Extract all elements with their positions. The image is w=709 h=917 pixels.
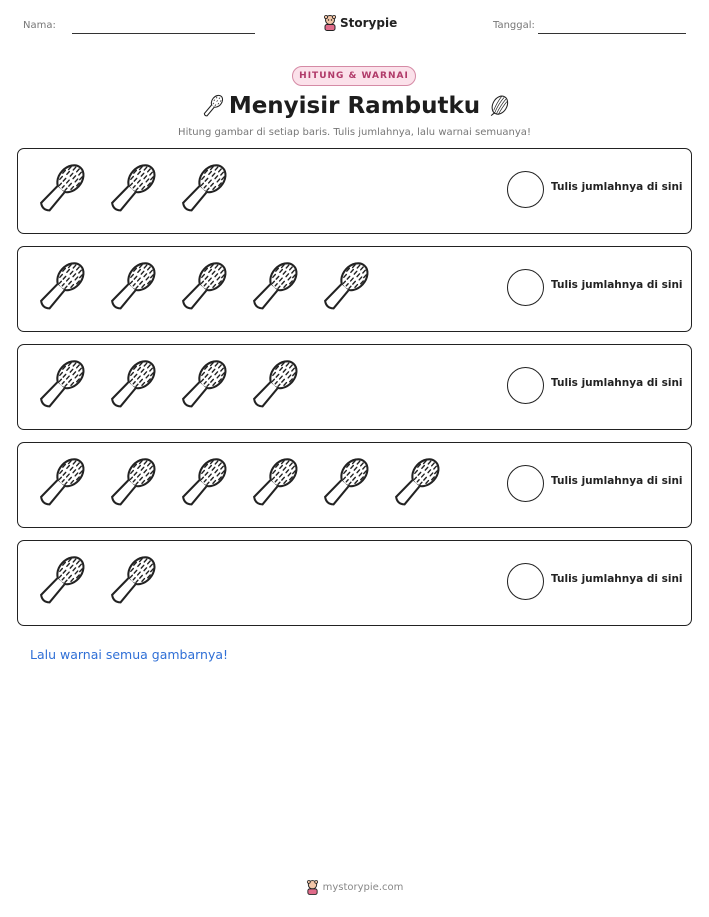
- hairbrush-icon[interactable]: [243, 257, 305, 317]
- answer-circle[interactable]: [507, 171, 544, 208]
- hairbrush-icon[interactable]: [30, 257, 92, 317]
- site-url: mystorypie.com: [322, 882, 404, 893]
- name-label: Nama:: [23, 20, 56, 31]
- counting-row: [17, 246, 692, 332]
- hair-icon: [485, 92, 513, 120]
- counting-row: [17, 344, 692, 430]
- name-line[interactable]: [72, 33, 255, 34]
- hairbrush-icon[interactable]: [101, 355, 163, 415]
- hairbrush-icon[interactable]: [101, 257, 163, 317]
- worksheet-header: [0, 14, 709, 38]
- hairbrush-icon[interactable]: [172, 453, 234, 513]
- date-label: Tanggal:: [493, 20, 535, 31]
- hairbrush-icon[interactable]: [172, 257, 234, 317]
- hairbrush-icon[interactable]: [30, 551, 92, 611]
- brand: [323, 14, 397, 32]
- footer-note: Lalu warnai semua gambarnya!: [30, 647, 229, 662]
- hairbrush-icon[interactable]: [314, 453, 376, 513]
- hairbrush-icon: [199, 92, 227, 120]
- answer-label: Tulis jumlahnya di sini: [551, 475, 683, 487]
- hairbrush-icon[interactable]: [101, 551, 163, 611]
- storypie-logo-icon: [306, 880, 319, 895]
- title-row: [0, 90, 709, 122]
- hairbrush-icon[interactable]: [30, 355, 92, 415]
- hairbrush-icon[interactable]: [101, 159, 163, 219]
- answer-circle[interactable]: [507, 269, 544, 306]
- answer-label: Tulis jumlahnya di sini: [551, 279, 683, 291]
- hairbrush-icon[interactable]: [243, 355, 305, 415]
- hairbrush-icon[interactable]: [243, 453, 305, 513]
- instructions: Hitung gambar di setiap baris. Tulis jumlahnya, lalu warnai semuanya!: [178, 127, 531, 138]
- hairbrush-icon[interactable]: [314, 257, 376, 317]
- answer-circle[interactable]: [507, 465, 544, 502]
- storypie-logo-icon: [323, 15, 337, 31]
- date-line[interactable]: [538, 33, 686, 34]
- answer-circle[interactable]: [507, 367, 544, 404]
- counting-row: [17, 540, 692, 626]
- counting-row: [17, 442, 692, 528]
- hairbrush-icon[interactable]: [172, 355, 234, 415]
- activity-badge: HITUNG & WARNAI: [292, 66, 416, 86]
- brand-name: Storypie: [340, 16, 398, 30]
- hairbrush-icon[interactable]: [101, 453, 163, 513]
- answer-label: Tulis jumlahnya di sini: [551, 181, 683, 193]
- hairbrush-icon[interactable]: [172, 159, 234, 219]
- answer-label: Tulis jumlahnya di sini: [551, 573, 683, 585]
- counting-row: [17, 148, 692, 234]
- hairbrush-icon[interactable]: [30, 453, 92, 513]
- site-footer: [0, 880, 709, 895]
- hairbrush-icon[interactable]: [385, 453, 447, 513]
- hairbrush-icon[interactable]: [30, 159, 92, 219]
- page-title: Menyisir Rambutku: [228, 93, 481, 119]
- answer-label: Tulis jumlahnya di sini: [551, 377, 683, 389]
- answer-circle[interactable]: [507, 563, 544, 600]
